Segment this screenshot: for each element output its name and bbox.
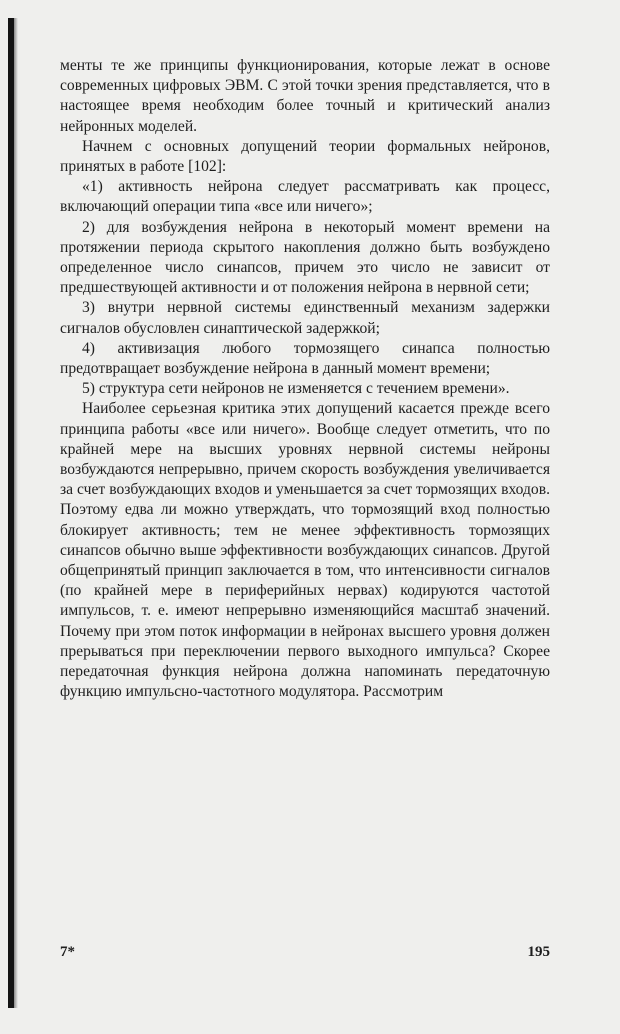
paragraph-intro-assumptions: Начнем с основных допущений теории формальных нейронов, принятых в работе [102]: [60,137,550,176]
paragraph-assumption-5: 5) структура сети нейронов не изменяется с течением времени». [82,380,510,398]
paragraph-assumption-1: «1) активность нейрона следует рассматривать как процесс, включающий операции типа «все или ничего»; [60,178,550,216]
page-footer [60,944,550,966]
signature-mark: 7* [60,944,75,960]
paragraph-continuation: менты те же принципы функционирования, которые лежат в основе современных цифровых ЭВМ. С этой точки зрения представляется, что в настоящее время необходим более точный и критический анализ нейронных моделей. [60,57,550,135]
paragraph-assumption-3: 3) внутри нервной системы единственный механизм задержки сигналов обусловлен синаптической задержкой; [60,299,550,337]
paragraph-assumption-4: 4) активизация любого тормозящего синапса полностью предотвращает возбуждение нейрона в данный момент времени; [60,339,550,378]
paragraph-criticism: Наиболее серьезная критика этих допущений касается прежде всего принципа работы «все или ничего». Вообще следует отметить, что по крайней мере на высших уровнях нервной системы нейроны возбуждаются непрерывно, причем скорость возбуждения увеличивается за счет возбуждающих входов и уменьшается за счет тормозящих входов. Поэтому едва ли можно утверждать, что тормозящий вход полностью блокирует активность; тем не менее эффективность тормозящих синапсов обычно выше эффективности возбуждающих синапсов. Другой общепринятый принцип заключается в том, что интенсивности сигналов (по крайней мере в периферийных нервах) кодируются частотой импульсов, т. е. имеют непрерывно изменяющийся масштаб значений. Почему при этом поток информации в нейронах высшего уровня должен прерываться при переключении первого выходного импульса? Скорее передаточная функция нейрона должна напоминать передаточную функцию импульсно-частотного модулятора. Рассмотрим [60,400,550,701]
page-body [60,56,550,703]
page-number: 195 [527,944,550,960]
page-binding-shadow [14,18,18,1008]
paragraph-assumption-2: 2) для возбуждения нейрона в некоторый момент времени на протяжении периода скрытого накопления должно быть возбуждено определенное число синапсов, причем это число не зависит от предшествующей активности и от положения нейрона в нервной сети; [60,218,550,297]
